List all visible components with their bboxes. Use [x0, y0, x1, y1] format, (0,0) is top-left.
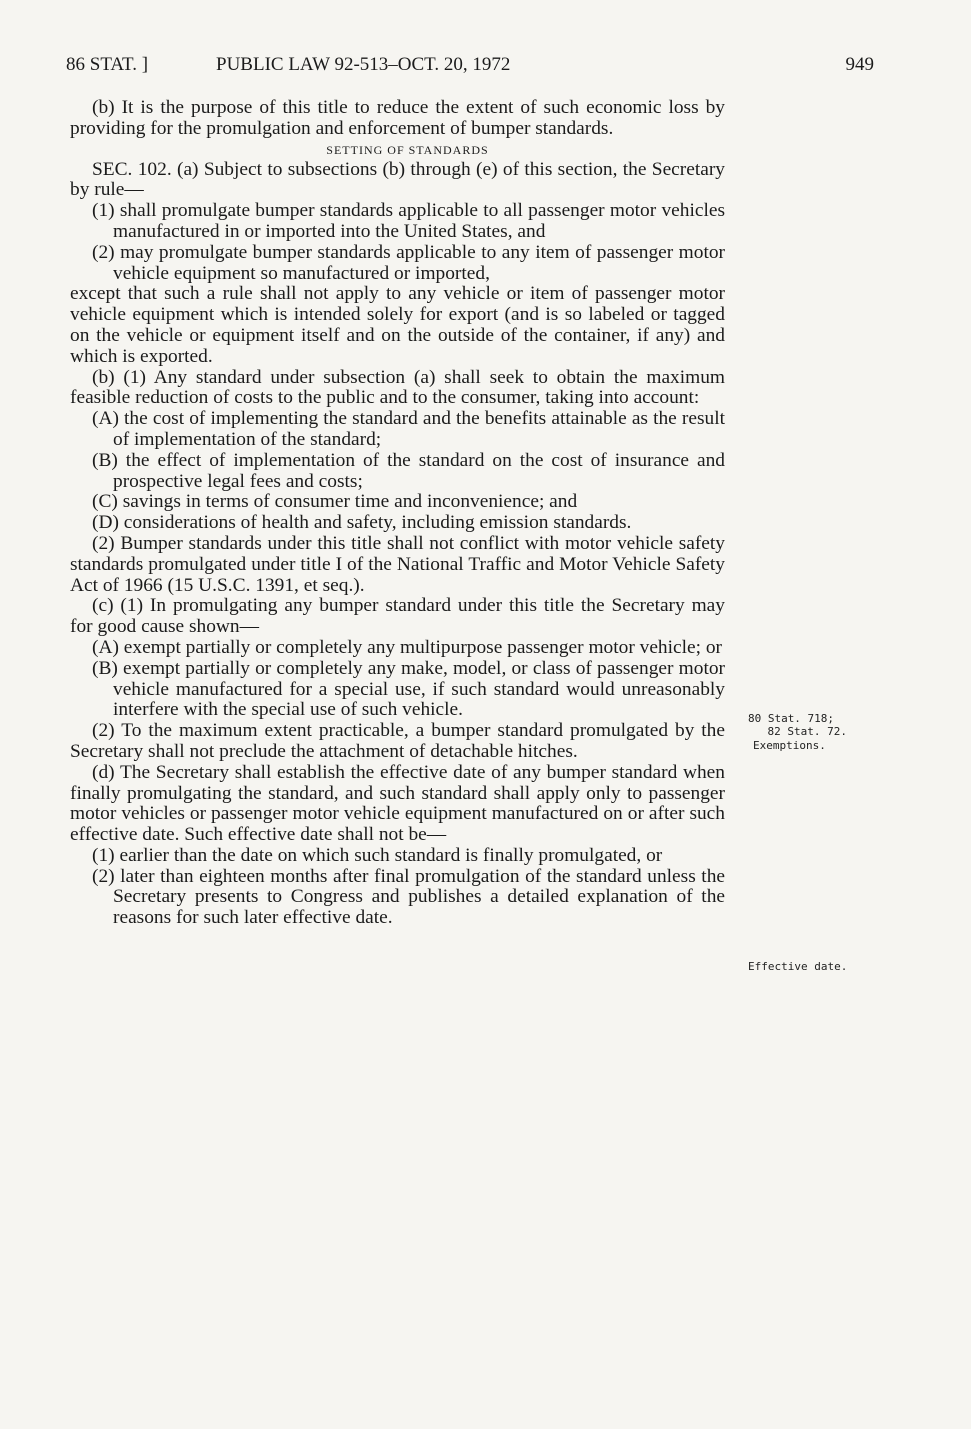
- page-header: [66, 54, 874, 82]
- margin-note-ref-line1: 80 Stat. 718;: [747, 712, 835, 725]
- paragraph-a1: (1) shall promulgate bumper standards applicable to all passenger motor vehicles manufactured in or imported into the United States, and: [92, 200, 725, 242]
- paragraph-bA: (A) the cost of implementing the standard and the benefits attainable as the result of implementation of the standard;: [92, 408, 725, 450]
- paragraph-sec-102: SEC. 102. (a) Subject to subsections (b) through (e) of this section, the Secretary by rule—: [70, 158, 725, 201]
- header-title: PUBLIC LAW 92-513–OCT. 20, 1972: [216, 54, 511, 75]
- section-heading: SETTING OF STANDARDS: [326, 142, 489, 157]
- paragraph-purpose: (b) It is the purpose of this title to reduce the extent of such economic loss by providing for the promulgation and enforcement of bumper standards.: [70, 97, 725, 139]
- paragraph-a2: (2) may promulgate bumper standards applicable to any item of passenger motor vehicle equipment so manufactured or imported,: [92, 241, 725, 284]
- paragraph-cB: (B) exempt partially or completely any make, model, or class of passenger motor vehicle manufactured for a special use, if such standard would unreasonably interfere with the special use of such vehicle.: [92, 657, 725, 721]
- paragraph-bB: (B) the effect of implementation of the standard on the cost of insurance and prospective legal fees and costs;: [92, 449, 725, 492]
- paragraph-d1: (1) earlier than the date on which such standard is finally promulgated, or: [92, 844, 663, 866]
- paragraph-cA: (A) exempt partially or completely any multipurpose passenger motor vehicle; or: [92, 636, 723, 658]
- paragraph-bD: (D) considerations of health and safety, including emission standards.: [92, 512, 632, 534]
- margin-note-ref-line2: 82 Stat. 72.: [767, 725, 847, 738]
- paragraph-c2: (2) To the maximum extent practicable, a bumper standard promulgated by the Secretary shall not preclude the attachment of detachable hitches.: [70, 720, 725, 762]
- paragraph-c1: (c) (1) In promulgating any bumper standard under this title the Secretary may for good cause shown—: [70, 595, 725, 638]
- paragraph-except: except that such a rule shall not apply to any vehicle or item of passenger motor vehicle equipment which is intended solely for export (and is so labeled or tagged on the vehicle or equipment itself and on the outside of the container, if any) and which is exported.: [70, 283, 725, 367]
- paragraph-d: (d) The Secretary shall establish the effective date of any bumper standard when finally promulgating the standard, and such standard shall apply only to passenger motor vehicles or passenger motor vehicle equipment manufactured on or after such effective date. Such effective date shall not be—: [70, 761, 725, 846]
- paragraph-bC: (C) savings in terms of consumer time and inconvenience; and: [92, 491, 578, 513]
- margin-note-effective-date: Effective date.: [748, 960, 848, 973]
- paragraph-d2: (2) later than eighteen months after final promulgation of the standard unless the Secretary presents to Congress and publishes a detailed explanation of the reasons for such later effective date.: [92, 865, 725, 929]
- page-number: 949: [845, 54, 874, 75]
- margin-note-stat-reference: [735, 712, 847, 738]
- paragraph-b1: (b) (1) Any standard under subsection (a) shall seek to obtain the maximum feasible reduction of costs to the public and to the consumer, taking into account:: [70, 366, 725, 409]
- header-stat-reference: 86 STAT. ]: [66, 54, 149, 75]
- main-text-column: [70, 98, 725, 929]
- margin-note-exemptions: Exemptions.: [753, 739, 826, 752]
- paragraph-b2: (2) Bumper standards under this title shall not conflict with motor vehicle safety standards promulgated under title I of the National Traffic and Motor Vehicle Safety Act of 1966 (15 U.S.C. 1391, et seq.).: [70, 532, 725, 596]
